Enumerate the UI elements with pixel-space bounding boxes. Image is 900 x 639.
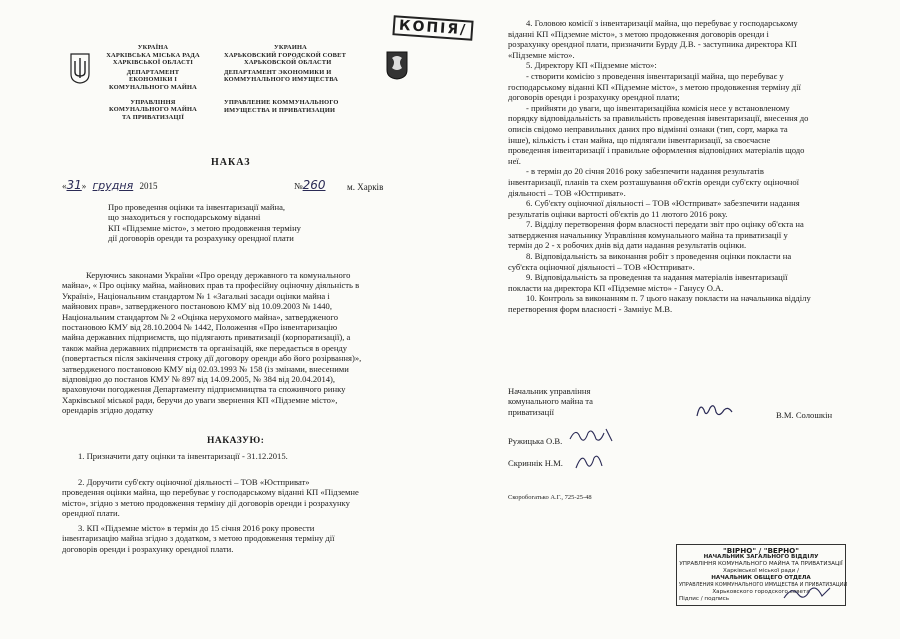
date-close-quote: » (81, 181, 87, 191)
right-line: 4. Головою комісії з інвентаризації майна, що перебуває у господарському (526, 18, 798, 28)
header-left (103, 44, 203, 121)
stamp-line: Харківської міської ради / (723, 568, 799, 574)
director-signature (694, 400, 734, 422)
date-line (62, 180, 157, 191)
approval-1: Ружицька О.В. (508, 436, 563, 446)
header-right (224, 44, 354, 114)
header-line: ЕКОНОМІКИ І (128, 76, 178, 84)
date-day: 31 (66, 178, 82, 192)
signatory-name: В.М. Солошкін (776, 410, 833, 420)
subject-line: що знаходиться у господарському віданні (108, 212, 261, 223)
city: м. Харків (347, 182, 384, 192)
right-line: 9. Відповідальність за проведення та надання матеріалів інвентаризації (526, 272, 788, 283)
trident-emblem-icon (69, 52, 91, 84)
right-line: покласти на директора КП «Підземне місто» - Ганусу О.А. (508, 282, 724, 293)
item-3-line: 3. КП «Підземне місто» в термін до 15 січня 2016 року провести (78, 523, 315, 533)
preamble-line: також майна державних підприємств та організацій, яке передається в оренду (62, 342, 348, 353)
stamp-line: УПРАВЛЕНИЯ КОММУНАЛЬНОГО ИМУЩЕСТВА И ПРИВАТИЗАЦИИ (679, 582, 848, 588)
doc-title: НАКАЗ (211, 157, 251, 168)
right-line: 7. Відділу перетворення форм власності передати звіт про оцінку об'єкта на (526, 219, 804, 230)
header-line: КОММУНАЛЬНОГО ИМУЩЕСТВА (224, 76, 339, 84)
approval-2-signature (572, 450, 606, 474)
position-line: приватизації (508, 406, 554, 417)
preamble-line: орендарів згідно додатку (62, 405, 154, 416)
preamble-line: Харківської міської ради, беручи до уваги звернення КП «Підземне місто», (62, 394, 338, 405)
item-2-line: проведення оцінки майна, що перебуває у господарському віданні КП «Підземне (62, 487, 359, 498)
preamble-line: Керуючись законами України «Про оренду державного та комунального (86, 270, 351, 280)
header-line: ХАРКІВСЬКА МІСЬКА РАДА (106, 51, 200, 59)
right-line: розрахунку орендної плати, призначити Бурду Д.В. - заступника директора КП (508, 39, 797, 50)
header-line: ХАРЬКОВСКИЙ ГОРОДСКОЙ СОВЕТ (224, 51, 347, 59)
item-3 (62, 523, 335, 554)
preamble (62, 270, 410, 416)
position-line: Начальник управління (508, 386, 591, 396)
order-heading: НАКАЗУЮ: (207, 436, 265, 446)
number-label: № (294, 181, 303, 191)
date-open-quote: « (62, 181, 67, 191)
header-line: УКРАИНА (274, 44, 307, 51)
right-line: суб'єкта оціночної діяльності – ТОВ «Юстприват». (508, 261, 695, 272)
item-2 (62, 477, 359, 519)
stamp-line: НАЧАЛЬНИК ЗАГАЛЬНОГО ВІДДІЛУ (703, 554, 819, 560)
right-line: - створити комісію з проведення інвентаризації майна, що перебуває у (526, 70, 784, 81)
subject (108, 202, 301, 244)
header-line: ИМУЩЕСТВА И ПРИВАТИЗАЦИИ (224, 106, 336, 114)
right-line: неї. (508, 155, 521, 166)
right-line: результатів оцінки вартості об'єктів до 11 лютого 2016 року. (508, 208, 728, 219)
header-line: УПРАВЛЕНИЕ КОММУНАЛЬНОГО (224, 98, 339, 106)
item-2-line: 2. Доручити суб'єкту оціночної діяльності – ТОВ «Юстприват» (78, 477, 310, 487)
stamp-line: НАЧАЛЬНИК ОБЩЕГО ОТДЕЛА (711, 575, 811, 581)
subject-line: дії договорів оренди та розрахунку орендної плати (108, 233, 294, 244)
right-line: - прийняти до уваги, що інвентаризаційна комісія несе у встановленому (526, 102, 790, 113)
header-line: УКРАЇНА (137, 44, 169, 51)
approval-1-signature (568, 425, 614, 447)
right-line: описів свідомо неправильних даних про відмінні ознаки (тип, сорт, марка та (508, 123, 788, 134)
stamp-line: Підпис / подпись (679, 596, 730, 602)
right-line: інше), кількість і стан майна, що підлягали інвентаризації, за своєчасне (508, 134, 771, 145)
item-2-line: орендної плати. (62, 508, 120, 519)
stamp-signature (782, 582, 832, 604)
preamble-line: відповідно до постанов КМУ № 897 від 14.09.2005, № 384 від 20.04.2014), (62, 374, 336, 385)
header-line: ДЕПАРТАМЕНТ ЭКОНОМИКИ И (224, 68, 332, 76)
signatory-position (508, 386, 593, 417)
right-line: «Підземне місто». (508, 49, 575, 60)
item-1: 1. Призначити дату оцінки та інвентаризації - 31.12.2015. (78, 451, 288, 461)
right-line: віданні КП «Підземне місто», з метою продовження договорів оренди і (508, 28, 769, 39)
number-value: 260 (302, 178, 326, 192)
header-line: КОМУНАЛЬНОГО МАЙНА (109, 83, 197, 91)
city-emblem-icon (385, 50, 409, 80)
date-year: 2015 (139, 181, 158, 191)
item-2-line: місто», згідно з метою продовження терміну дії договорів оренди і розрахунку (62, 497, 350, 508)
right-line: 6. Суб'єкту оціночної діяльності – ТОВ «Юстприват» забезпечити надання (526, 198, 800, 209)
preamble-line: майна», « Про оцінку майна, майнових прав та професійну оціночну діяльність в (62, 280, 360, 291)
right-line: діяльності – ТОВ «Юстприват». (508, 187, 626, 198)
right-line: 8. Відповідальність за виконання робіт з проведення оцінки покласти на (526, 251, 792, 262)
right-line: перетворення форм власності - Замніус М.В. (508, 304, 673, 315)
copy-stamp: КОПІЯ/ (392, 15, 473, 41)
preamble-line: затвердженого постановою КМУ від 02.03.1993 № 158 (із змінами, внесеними (62, 363, 349, 374)
preamble-line: майнових прав», затвердженого постановою КМУ від 10.09.2003 № 1440, (62, 301, 332, 312)
preamble-line: враховуючи погодження Департаменту підприємництва та споживчого ринку (62, 384, 346, 395)
date-month: грудня (92, 179, 134, 192)
stamp-line: "ВІРНО" / "ВЕРНО" (723, 546, 799, 555)
right-line: господарському віданні КП «Підземне місто», з метою продовження терміну дії (508, 81, 801, 92)
right-column (508, 18, 864, 315)
preamble-line: Україні», Національним стандартом № 1 «Загальні засади оцінки майна і (62, 290, 330, 301)
header-line: ХАРКІВСЬКОЇ ОБЛАСТІ (112, 59, 194, 67)
order-number (294, 180, 326, 191)
header-line: ТА ПРИВАТИЗАЦІЇ (121, 113, 185, 121)
right-line: затвердження начальнику Управління комунального майна та приватизації у (508, 229, 788, 240)
header-line: ДЕПАРТАМЕНТ (126, 68, 180, 76)
right-line: - в термін до 20 січня 2016 року забезпечити надання результатів (526, 166, 764, 177)
right-line: 5. Директору КП «Підземне місто»: (526, 60, 657, 71)
subject-line: КП «Підземне місто», з метою продовження терміну (108, 222, 301, 233)
executor-info: Скоробогатько А.Г., 725-25-48 (508, 494, 592, 501)
approval-2: Скриннік Н.М. (508, 458, 563, 468)
right-line: договорів оренди і розрахунку орендної плати; (508, 92, 680, 103)
subject-line: Про проведення оцінки та інвентаризації майна, (108, 202, 286, 212)
item-3-line: договорів оренди і розрахунку орендної плати. (62, 543, 234, 554)
right-line: термін до 2 - х робочих днів від дати надання результатів оцінки. (508, 240, 747, 251)
item-3-line: інвентаризацію майна згідно з додатком, з метою продовження терміну дії (62, 533, 335, 544)
preamble-line: (повертається після закінчення строку дії договору оренди або його розірвання)», (62, 353, 362, 364)
position-line: комунального майна та (508, 396, 593, 407)
header-line: ХАРЬКОВСКОЙ ОБЛАСТИ (244, 59, 332, 67)
right-line: проведення інвентаризації і правильне оформлення відповідних матеріалів щодо (508, 145, 805, 156)
stamp-line: Харьковского городского совета (712, 589, 810, 595)
right-line: 10. Контроль за виконанням п. 7 цього наказу покласти на начальника відділу (526, 293, 811, 304)
preamble-line: постановою КМУ від 28.10.2004 № 1442, Положення «Про інвентаризацію (62, 322, 338, 333)
header-line: КОМУНАЛЬНОГО МАЙНА (109, 106, 197, 114)
stamp-line: УПРАВЛІННЯ КОМУНАЛЬНОГО МАЙНА ТА ПРИВАТИЗАЦІЇ (679, 561, 843, 567)
preamble-line: Національним стандартом № 2 «Оцінка нерухомого майна», затвердженого (62, 311, 339, 322)
right-line: інвентаризації, планів та схем розташування об'єктів оренди суб'єкту оціночної (508, 176, 800, 187)
header-line: УПРАВЛІННЯ (130, 98, 176, 106)
right-line: порядку відповідальність за правильність проведення інвентаризації, внесення до (508, 113, 809, 124)
preamble-line: майна державних підприємств, що підлягають приватизації (корпоратизації), а (62, 332, 351, 343)
